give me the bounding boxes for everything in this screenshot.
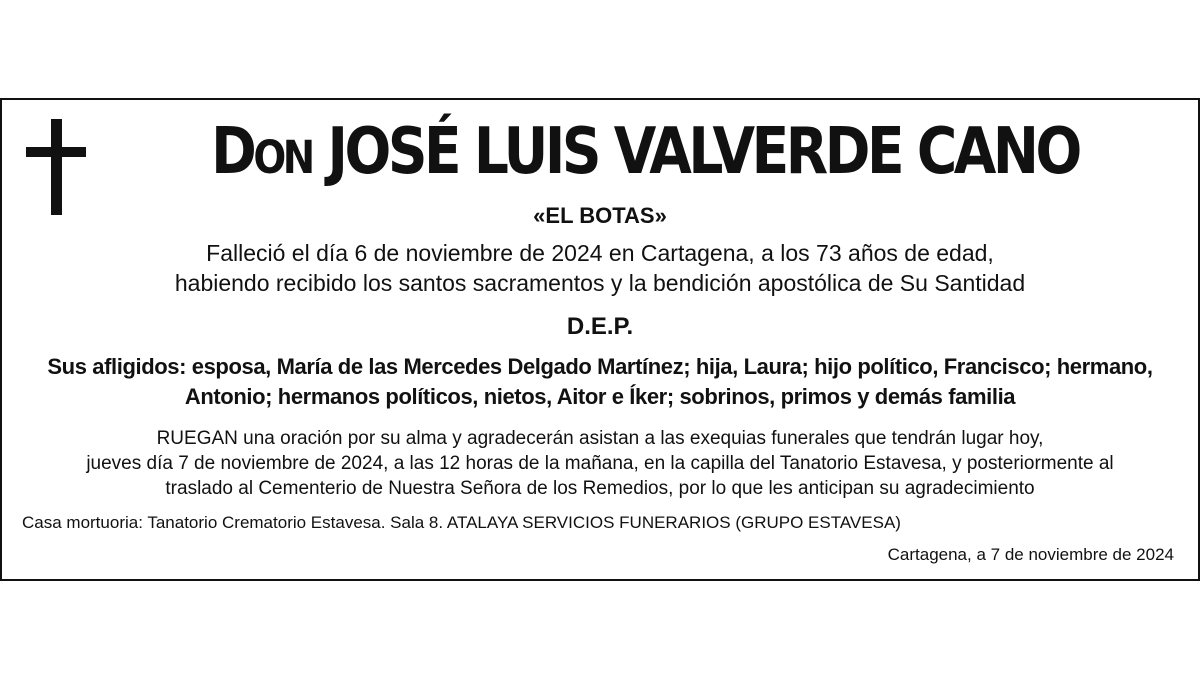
full-name: JOSÉ LUIS VALVERDE CANO [327,115,1079,189]
deceased-name [168,112,1123,192]
request-line-3: traslado al Cementerio de Nuestra Señora de los Remedios, por lo que les anticipan su agradecimiento [165,478,1035,499]
mourners-line-1: Sus afligidos: esposa, María de las Mercedes Delgado Martínez; hija, Laura; hijo político, Francisco; hermano, [47,354,1153,379]
honorific: Don [211,115,312,189]
cross-vertical-bar [51,119,62,215]
funeral-home-info: Casa mortuoria: Tanatorio Crematorio Estavesa. Sala 8. ATALAYA SERVICIOS FUNERARIOS (GRUPO ESTAVESA) [22,513,901,532]
announcement-line-2: habiendo recibido los santos sacramentos y la bendición apostólica de Su Santidad [174,270,1026,296]
nickname: «EL BOTAS» [533,203,667,228]
mourners-line-2: Antonio; hermanos políticos, nietos, Aitor e Íker; sobrinos, primos y demás familia [184,384,1016,409]
cross-horizontal-bar [26,147,86,157]
place-and-date: Cartagena, a 7 de noviembre de 2024 [887,545,1174,564]
request-line-1: RUEGAN una oración por su alma y agradecerán asistan a las exequias funerales que tendrán lugar hoy, [156,428,1044,449]
request-line-2: jueves día 7 de noviembre de 2024, a las 12 horas de la mañana, en la capilla del Tanatorio Estavesa, y posteriormente al [86,453,1114,474]
announcement-line-1: Falleció el día 6 de noviembre de 2024 en Cartagena, a los 73 años de edad, [206,240,994,266]
dep-label: D.E.P. [566,313,634,340]
cross-icon [26,119,86,215]
